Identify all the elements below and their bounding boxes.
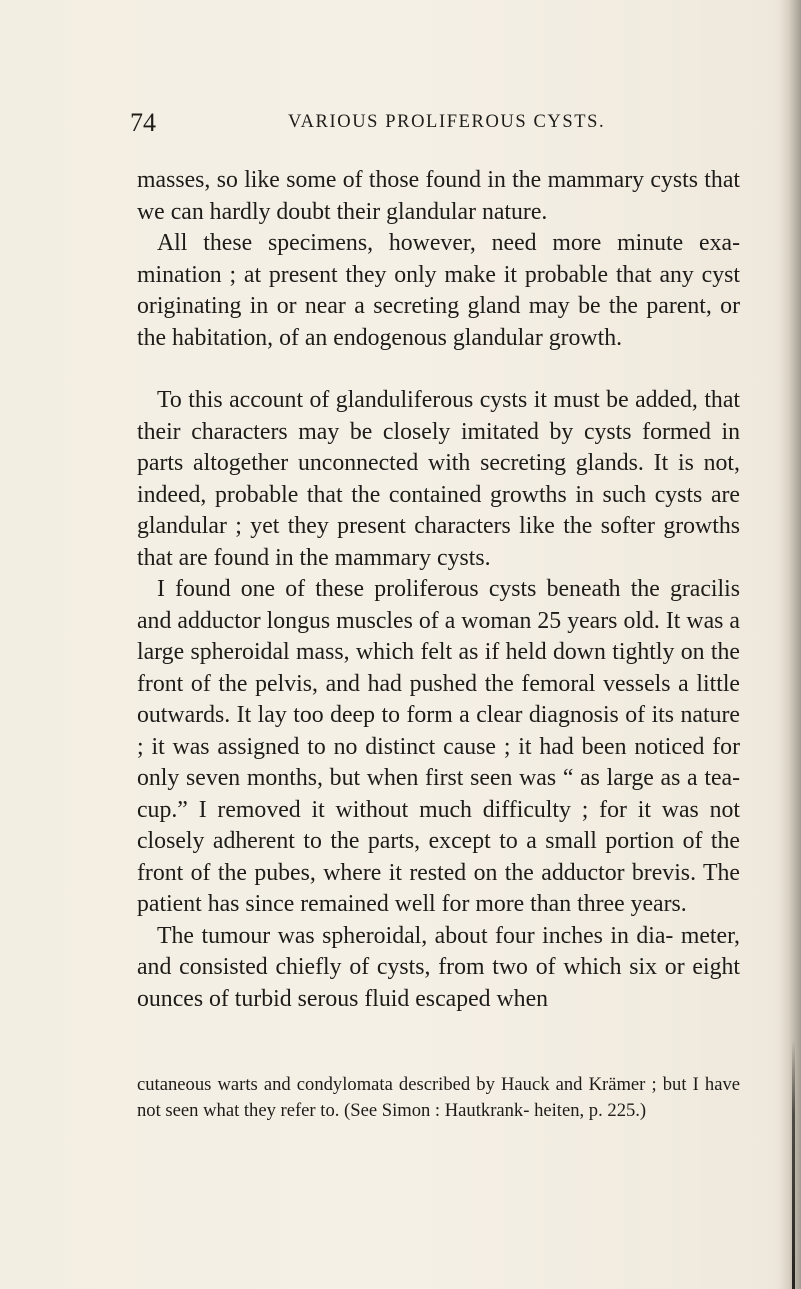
paragraph: The tumour was spheroidal, about four inches in dia- meter, and consisted chiefly of cysts, from two of which six or eight ounces of turbid serous fluid escaped when xyxy=(137,922,740,1012)
page-number: 74 xyxy=(130,108,156,137)
binding-edge xyxy=(792,1040,795,1289)
paragraph: masses, so like some of those found in the mammary cysts that we can hardly doubt their glandular nature. xyxy=(137,167,740,225)
body-text xyxy=(137,165,740,1015)
page-edge-shadow xyxy=(779,0,801,1289)
footnote xyxy=(137,1072,740,1123)
paragraph: I found one of these proliferous cysts beneath the gracilis and adductor longus muscles of a woman 25 years old. It was a large spheroidal mass, which felt as if held down tightly on the front of the pelvis, and had pushed the femoral vessels a little outwards. It lay too deep to form a clear diagnosis of its nature ; it was assigned to no distinct cause ; it had been noticed for only seven months, but when first seen was “ as large as a tea-cup.” I removed it without much difficulty ; for it was not closely adherent to the parts, except to a small portion of the front of the pubes, where it rested on the adductor brevis. The patient has since remained well for more than three years. xyxy=(137,576,740,917)
footnote-text: cutaneous warts and condylomata described by Hauck and Krämer ; but I have not seen what they refer to. (See Simon : Hautkrank- heiten, p. 225.) xyxy=(137,1074,740,1121)
running-head: VARIOUS PROLIFEROUS CYSTS. xyxy=(288,112,606,132)
page-header xyxy=(130,108,740,138)
paragraph: All these specimens, however, need more minute exa- mination ; at present they only make it probable that any cyst originating in or near a secreting gland may be the parent, or the habitation, of an endogenous glandular growth. xyxy=(137,230,740,351)
paragraph: To this account of glanduliferous cysts it must be added, that their characters may be closely imitated by cysts formed in parts altogether unconnected with secreting glands. It is not, indeed, probable that the contained growths in such cysts are glandular ; yet they present characters like the softer growths that are found in the mammary cysts. xyxy=(137,387,740,571)
